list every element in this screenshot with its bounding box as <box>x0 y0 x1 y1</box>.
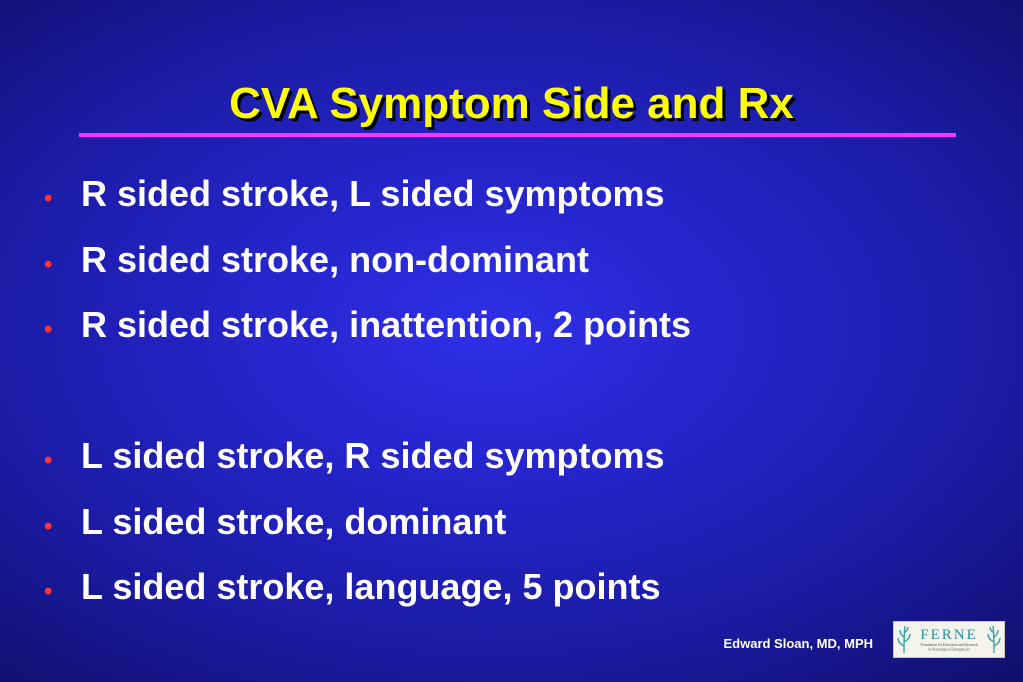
bullet-item <box>42 297 691 363</box>
footer-author: Edward Sloan, MD, MPH <box>723 636 873 651</box>
bullet-marker: • <box>44 316 53 343</box>
bullet-marker: • <box>44 578 53 605</box>
bullet-text: R sided stroke, L sided symptoms <box>81 173 665 214</box>
bullet-item <box>42 166 691 232</box>
bullet-text: L sided stroke, R sided symptoms <box>81 435 665 476</box>
bullet-text: R sided stroke, non-dominant <box>81 238 590 280</box>
bullet-marker: • <box>44 185 53 212</box>
bullet-text: R sided stroke, inattention, 2 points <box>81 304 692 345</box>
bullet-list <box>42 166 691 625</box>
bullet-item <box>42 232 691 298</box>
bullet-text: L sided stroke, language, 5 points <box>81 566 661 607</box>
bullet-marker: • <box>44 250 53 278</box>
logo-name: FERNE <box>920 627 978 643</box>
ferne-logo <box>893 621 1005 658</box>
bullet-item <box>42 494 691 560</box>
slide-title: CVA Symptom Side and Rx <box>229 79 794 128</box>
bullet-marker: • <box>44 512 53 540</box>
bullet-item <box>42 428 691 494</box>
svg-text:in Neurological Emergencies: in Neurological Emergencies <box>928 647 970 652</box>
svg-text:Foundation for Education and R: Foundation for Education and Research <box>920 643 978 647</box>
title-underline <box>79 133 956 137</box>
ferne-logo-icon <box>894 622 1004 657</box>
bullet-item <box>42 559 691 625</box>
bullet-text: L sided stroke, dominant <box>81 500 507 542</box>
bullet-marker: • <box>44 447 53 474</box>
